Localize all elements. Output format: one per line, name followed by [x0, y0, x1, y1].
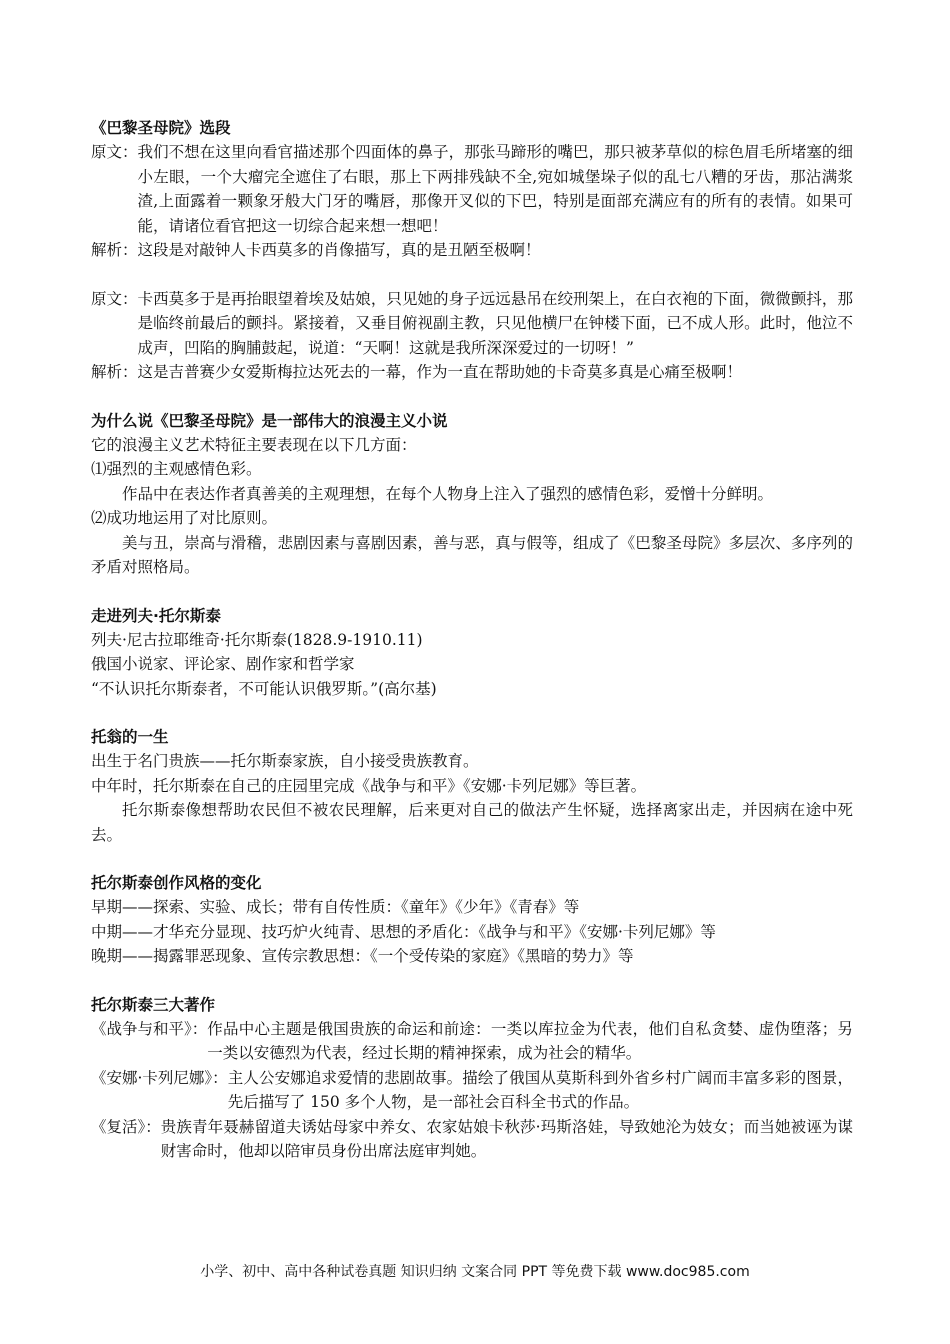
- analysis-body: 这段是对敲钟人卡西莫多的肖像描写，真的是丑陋至极啊！: [137, 241, 541, 259]
- style-early: 早期——探索、实验、成长；带有自传性质：《童年》《少年》《青春》等: [91, 898, 580, 916]
- work-description: 贵族青年聂赫留道夫诱姑母家中养女、农家姑娘卡秋莎·玛斯洛娃，导致她沦为妓女；而当她被诬为谋财害命时，他却以陪审员身份出席法庭审判她。: [160, 1117, 853, 1160]
- original-label: 原文：: [91, 289, 138, 308]
- point-2-body: 美与丑，崇高与滑稽，悲剧因素与喜剧因素，善与恶，真与假等，组成了《巴黎圣母院》多层次、多序列的矛盾对照格局。: [91, 533, 853, 576]
- section-title-notre-dame-excerpt: 《巴黎圣母院》选段: [91, 119, 231, 137]
- original-body: 我们不想在这里向看官描述那个四面体的鼻子，那张马蹄形的嘴巴，那只被茅草似的棕色眉毛所堵塞的细小左眼，一个大瘤完全遮住了右眼，那上下两排残缺不全,宛如城堡垛子似的乱七八糟的牙齿，那沾满浆渣,上面露着一颗象牙般大门牙的嘴唇，那像开叉似的下巴，特别是面部充满应有的所有的表情。如果可能，请诸位看官把这一切综合起来想一想吧！: [137, 143, 853, 235]
- gorky-quote: “不认识托尔斯泰者，不可能认识俄罗斯。”(高尔基): [91, 679, 437, 698]
- work-title: 《复活》：: [91, 1117, 161, 1136]
- point-1-body: 作品中在表达作者真善美的主观理想，在每个人物身上注入了强烈的感情色彩，爱憎十分鲜明。: [122, 484, 774, 503]
- work-resurrection: [91, 1115, 853, 1164]
- analysis-1: [91, 238, 853, 263]
- section-title-three-works: 托尔斯泰三大著作: [91, 995, 216, 1014]
- section-title-style-change: 托尔斯泰创作风格的变化: [91, 874, 262, 892]
- tolstoy-full-name: 列夫·尼古拉耶维奇·托尔斯泰(1828.9-1910.11): [91, 630, 423, 649]
- analysis-label: 解析：: [91, 363, 138, 381]
- section-title-tolstoy-intro: 走进列夫·托尔斯泰: [91, 606, 221, 625]
- point-1-heading: ⑴强烈的主观感情色彩。: [91, 460, 262, 478]
- point-2-heading: ⑵成功地运用了对比原则。: [91, 509, 278, 527]
- original-text-2: [91, 287, 853, 361]
- document-body: [91, 116, 853, 1164]
- page-footer: 小学、初中、高中各种试卷真题 知识归纳 文案合同 PPT 等免费下载 www.doc985.com: [200, 1264, 750, 1280]
- work-anna-karenina: [91, 1066, 853, 1115]
- original-label: 原文：: [91, 143, 138, 161]
- life-line-2: 中年时，托尔斯泰在自己的庄园里完成《战争与和平》《安娜·卡列尼娜》等巨著。: [91, 776, 647, 795]
- section-title-tolstoy-life: 托翁的一生: [91, 728, 169, 746]
- work-description: 作品中心主题是俄国贵族的命运和前途：一类以库拉金为代表，他们自私贪婪、虚伪堕落；另一类以安德烈为代表，经过长期的精神探索，成为社会的精华。: [207, 1019, 853, 1062]
- section-title-romanticism: 为什么说《巴黎圣母院》是一部伟大的浪漫主义小说: [91, 411, 448, 430]
- original-text-1: [91, 140, 853, 238]
- work-title: 《战争与和平》：: [91, 1019, 208, 1038]
- work-title: 《安娜·卡列尼娜》：: [91, 1068, 228, 1087]
- analysis-label: 解析：: [91, 241, 138, 259]
- original-body: 卡西莫多于是再抬眼望着埃及姑娘，只见她的身子远远悬吊在绞刑架上，在白衣袍的下面，微微颤抖，那是临终前最后的颤抖。紧接着，又垂目俯视副主教，只见他横尸在钟楼下面，已不成人形。此时，他泣不成声，凹陷的胸脯鼓起，说道：“天啊！这就是我所深深爱过的一切呀！”: [137, 289, 853, 357]
- analysis-body: 这是吉普赛少女爱斯梅拉达死去的一幕，作为一直在帮助她的卡奇莫多真是心痛至极啊！: [137, 363, 743, 381]
- tolstoy-roles: 俄国小说家、评论家、剧作家和哲学家: [91, 655, 355, 673]
- life-line-1: 出生于名门贵族——托尔斯泰家族，自小接受贵族教育。: [91, 752, 479, 770]
- work-description: 主人公安娜追求爱情的悲剧故事。描绘了俄国从莫斯科到外省乡村广阔而丰富多彩的图景，先后描写了 150 多个人物，是一部社会百科全书式的作品。: [227, 1068, 853, 1111]
- style-middle: 中期——才华充分显现、技巧炉火纯青、思想的矛盾化：《战争与和平》《安娜·卡列尼娜》等: [91, 922, 716, 941]
- romanticism-intro: 它的浪漫主义艺术特征主要表现在以下几方面：: [91, 435, 417, 454]
- style-late: 晚期——揭露罪恶现象、宣传宗教思想：《一个受传染的家庭》《黑暗的势力》等: [91, 947, 634, 965]
- life-line-3: 托尔斯泰像想帮助农民但不被农民理解，后来更对自己的做法产生怀疑，选择离家出走，并因病在途中死去。: [91, 801, 853, 844]
- analysis-2: [91, 360, 853, 385]
- work-war-and-peace: [91, 1017, 853, 1066]
